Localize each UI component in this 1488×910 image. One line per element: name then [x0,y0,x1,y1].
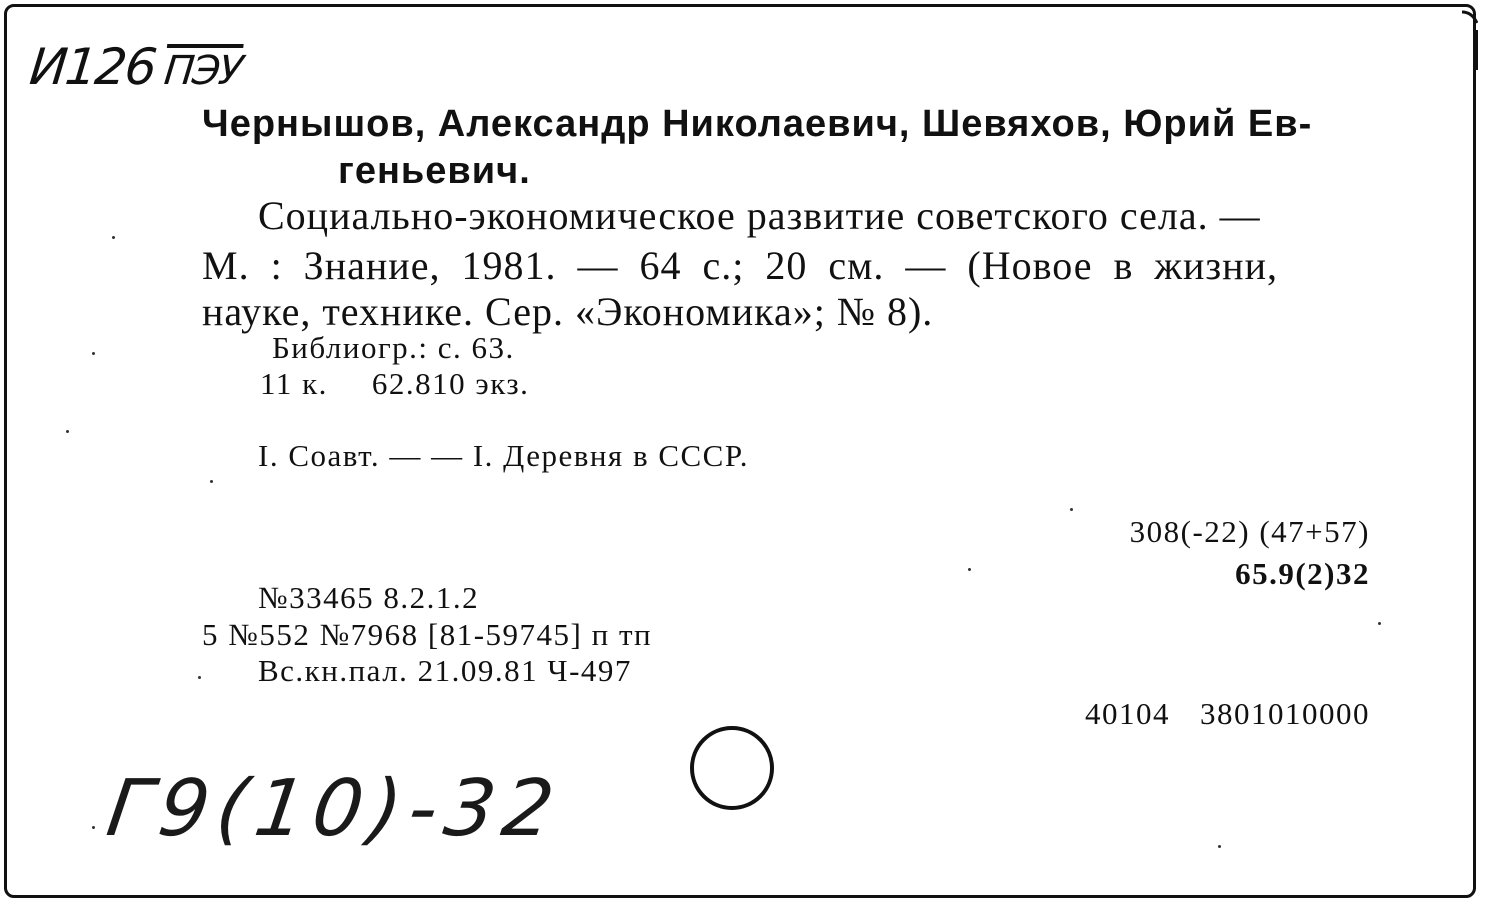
speck [1378,622,1381,625]
classification-udc: 308(-22) (47+57) [1129,514,1370,549]
order-line-2: 5 №552 №7968 [81-59745] п тп [202,617,653,652]
index-codes [1085,696,1370,732]
order-line-1: №33465 8.2.1.2 [258,580,480,615]
order-line-3: Вс.кн.пал. 21.09.81 Ч-497 [258,653,632,688]
price-and-copies [260,366,529,402]
speck [92,352,95,355]
circle-mark [688,722,778,812]
edge-mark [1474,30,1478,70]
classification-bbk: 65.9(2)32 [1235,556,1370,591]
speck [1070,508,1073,511]
index-code-1: 40104 [1085,696,1170,731]
authors-line-1: Чернышов, Александр Николаевич, Шевяхов, Юрий Ев- [202,103,1313,145]
tracing-line: I. Соавт. — — I. Деревня в СССР. [258,438,749,473]
speck [198,676,201,679]
speck [210,480,213,483]
call-number-suffix: ПЭУ [162,48,244,94]
index-code-2: 3801010000 [1200,696,1370,731]
corner-mark [1462,10,1478,24]
speck [92,826,95,829]
bibliography-note: Библиогр.: с. 63. [272,330,515,365]
price: 11 к. [260,366,328,401]
title-line-1: Социально-экономическое развитие советского села. — [258,193,1261,238]
speck [66,430,69,433]
speck [112,236,115,239]
title-line-2: М. : Знание, 1981. — 64 с.; 20 см. — (Новое в жизни, [202,243,1278,288]
print-run: 62.810 экз. [371,366,530,401]
speck [968,568,971,571]
call-number-main: И126 [26,38,158,96]
handwritten-shelf-mark: Г9(10)-32 [101,764,567,854]
handwritten-call-number [26,38,244,96]
speck [1218,845,1221,848]
authors-line-2: геньевич. [338,150,531,192]
title-line-3: науке, технике. Сер. «Экономика»; № 8). [202,289,934,334]
